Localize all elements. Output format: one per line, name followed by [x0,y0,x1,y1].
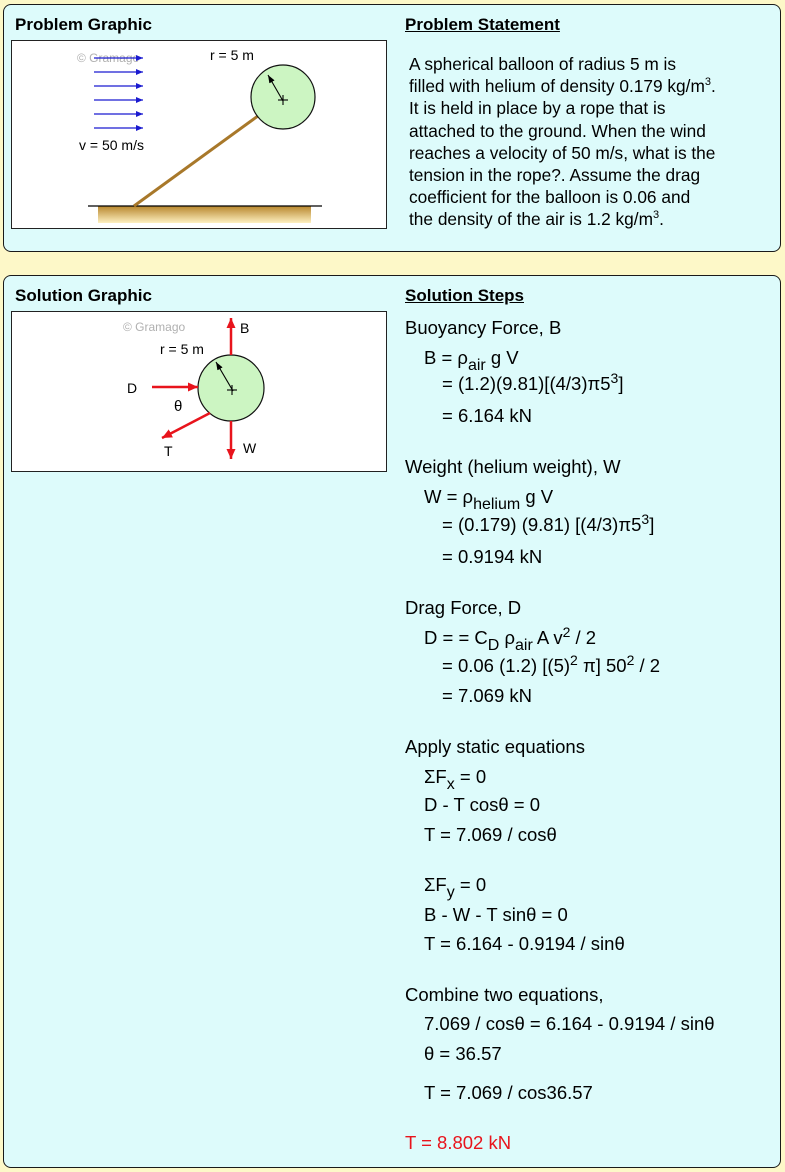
theta-result: θ = 36.57 [424,1043,502,1064]
buoyancy-eq1: B = ρair g V [424,347,519,374]
label-d: D [127,380,138,396]
tension-arrow [162,413,210,438]
buoyancy-result: = 6.164 kN [442,405,532,426]
weight-eq2: = (0.179) (9.81) $[(4/3)\pi 5^3]$ [442,511,655,535]
fy-equation: B - W - T sinθ = 0 [424,904,568,925]
weight-result: = 0.9194 kN [442,546,543,567]
rope [134,113,262,206]
fx-equation: D - T cosθ = 0 [424,794,541,815]
radius-label-fbd: r = 5 m [160,341,204,357]
label-b: B [240,320,250,336]
buoyancy-eq2: = $(1.2)(9.81)[(4/3)\pi 5^3]$ [442,370,624,394]
label-w: W [243,440,257,456]
label-t: T [164,443,173,459]
solution-watermark: © Gramago [123,320,186,334]
tension-expression: T = 7.069 / cos36.57 [424,1082,593,1103]
fy-tension: T = 6.164 - 0.9194 / sinθ [424,933,625,954]
label-theta: θ [174,398,183,415]
solution-graphic-heading: Solution Graphic [15,286,152,305]
fx-tension: T = 7.069 / cosθ [424,824,557,845]
wind-arrows [94,58,143,128]
drag-eq1: D = = CD ρair A $v^2 / 2$ [424,624,597,654]
problem-graphic [11,40,387,229]
problem-statement: A spherical balloon of radius 5 m is filled with helium of density 0.179 $kg/m^3$. It is held in place by a rope that is attached to the ground. When the wind reaches a velocity of 50 m/s, what is the tension in the rope?. Assume the drag coefficient for the balloon is 0.06 and the density of the air is 1.2 $kg/m^3$. [409,54,716,230]
final-answer: T = 8.802 kN [405,1132,512,1153]
sum-fy: ΣFy = 0 [424,874,487,901]
ground [98,206,311,223]
radius-label: r = 5 m [210,47,254,63]
problem-watermark: © Gramago [77,51,140,65]
solution-panel [3,275,781,1168]
problem-statement-heading: Problem Statement [405,15,560,34]
static-title: Apply static equations [405,736,585,757]
drag-result: = 7.069 kN [442,685,532,706]
problem-panel [3,4,781,252]
weight-title: Weight (helium weight), W [405,456,621,477]
combine-title: Combine two equations, [405,984,604,1005]
weight-eq1: W = ρhelium g V [424,486,554,513]
drag-eq2: = 0.06 (1.2) [$(5)^2$ π] $50^2 / 2$ [442,652,661,676]
solution-steps-heading: Solution Steps [405,286,524,305]
drag-title: Drag Force, D [405,597,522,618]
buoyancy-title: Buoyancy Force, B [405,317,562,338]
velocity-label: v = 50 m/s [79,137,144,153]
problem-graphic-heading: Problem Graphic [15,15,152,34]
sum-fx: ΣFx = 0 [424,766,487,793]
solution-graphic [11,311,387,472]
combine-equation: 7.069 / cosθ = 6.164 - 0.9194 / sinθ [424,1013,715,1034]
